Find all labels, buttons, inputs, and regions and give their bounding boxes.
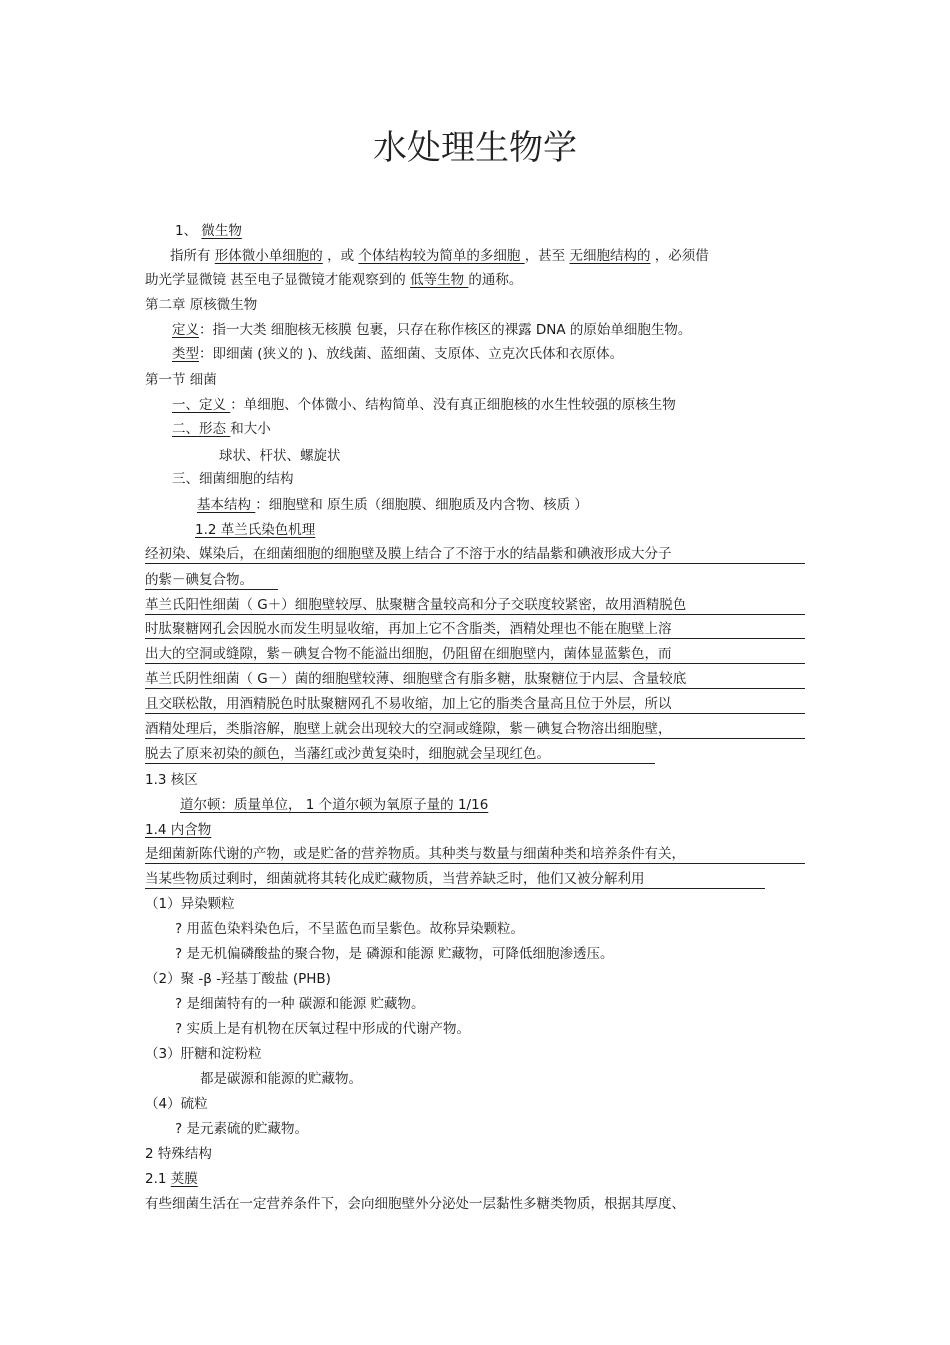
underlined-text: 无细胞结构的 <box>569 248 651 264</box>
text-segment: 革兰氏阴性细菌（ G－）菌的细胞壁较薄、细胞壁含有脂多糖，肽聚糖位于内层、含量较底 <box>145 671 687 687</box>
text-segment: ：单细胞、个体微小、结构简单、没有真正细胞核的水生性较强的原核生物 <box>230 397 676 413</box>
text-segment: 时肽聚糖网孔会因脱水而发生明显收缩，再加上它不含脂类，酒精处理也不能在胞壁上溶 <box>145 621 672 637</box>
text-segment: ：即细菌 (狭义的 )、放线菌、蓝细菌、支原体、立克次氏体和衣原体。 <box>199 346 624 362</box>
text-segment: ，必须借 <box>650 248 709 264</box>
text-segment: ? 实质上是有机物在厌氧过程中形成的代谢产物。 <box>175 1021 470 1037</box>
text-line <box>145 720 805 739</box>
underlined-text: 道尔顿：质量单位， 1 个道尔顿为氧原子量的 1/16 <box>180 797 489 813</box>
text-line <box>197 496 588 514</box>
text-line <box>172 420 271 438</box>
text-segment: ：细胞壁和 原生质（细胞膜、细胞质及内含物、核质 ） <box>255 497 588 513</box>
text-segment: 有些细菌生活在一定营养条件下，会向细胞壁外分泌处一层黏性多糖类物质，根据其厚度、 <box>145 1196 685 1212</box>
text-segment: 第一节 细菌 <box>145 372 217 388</box>
text-line <box>175 1020 470 1038</box>
text-segment: 经初染、媒染后，在细菌细胞的细胞壁及膜上结合了不溶于水的结晶紫和碘液形成大分子 <box>145 546 672 562</box>
underlined-text: 定义 <box>172 322 199 338</box>
text-line <box>145 1195 685 1213</box>
text-line <box>170 247 709 265</box>
text-line <box>145 620 805 639</box>
text-line <box>145 870 765 889</box>
text-segment: ，或 <box>322 248 359 264</box>
text-segment: ：指一大类 细胞核无核膜 包裹，只存在称作核区的裸露 DNA 的原始单细胞生物。 <box>199 322 692 338</box>
underlined-text: 个体结构较为简单的多细胞 <box>358 248 525 264</box>
underlined-text: 一、定义 <box>172 397 231 413</box>
underlined-text: 类型 <box>172 346 199 362</box>
underlined-text: 低等生物 <box>410 272 469 288</box>
text-segment: 球状、杆状、螺旋状 <box>219 448 341 464</box>
text-segment: 2 特殊结构 <box>145 1146 212 1162</box>
text-line <box>175 945 614 963</box>
underlined-text: 1.2 革兰氏染色机理 <box>195 522 316 538</box>
underlined-text: 1.4 内含物 <box>145 822 212 838</box>
text-line <box>145 571 278 590</box>
text-segment: 的紫－碘复合物。 <box>145 572 253 588</box>
text-segment: 1、 <box>175 223 202 239</box>
page-title: 水处理生物学 <box>373 128 577 168</box>
text-segment: （3）肝糖和淀粉粒 <box>145 1046 262 1062</box>
text-line <box>175 222 242 240</box>
text-line <box>219 447 341 465</box>
text-line <box>145 745 655 764</box>
text-line <box>145 1095 208 1113</box>
underlined-text: 形体微小单细胞的 <box>214 248 323 264</box>
text-segment: ，甚至 <box>524 248 570 264</box>
text-line <box>145 545 805 564</box>
text-line <box>175 995 425 1013</box>
text-segment: （1）异染颗粒 <box>145 896 235 912</box>
text-segment: 酒精处理后，类脂溶解，胞壁上就会出现较大的空洞或缝隙，紫－碘复合物溶出细胞壁， <box>145 721 672 737</box>
text-segment: 且交联松散，用酒精脱色时肽聚糖网孔不易收缩，加上它的脂类含量高且位于外层，所以 <box>145 696 672 712</box>
text-line <box>145 695 805 714</box>
text-line <box>145 1170 198 1188</box>
text-segment: 的通称。 <box>468 272 523 288</box>
text-segment: ? 是元素硫的贮藏物。 <box>175 1121 308 1137</box>
text-segment: 三、细菌细胞的结构 <box>172 471 294 487</box>
underlined-text: 微生物 <box>201 223 242 239</box>
underlined-text: 基本结构 <box>197 497 256 513</box>
text-segment: 当某些物质过剩时，细菌就将其转化成贮藏物质，当营养缺乏时，他们又被分解利用 <box>145 871 645 887</box>
text-line <box>145 821 211 839</box>
text-line <box>145 771 198 789</box>
underlined-text: 二、形态 <box>172 421 231 437</box>
text-line <box>172 470 294 488</box>
text-line <box>145 845 805 864</box>
text-segment: 指所有 <box>170 248 215 264</box>
text-line <box>145 371 217 389</box>
text-line <box>145 1145 212 1163</box>
text-line <box>145 670 805 689</box>
text-segment: 2.1 <box>145 1171 171 1187</box>
text-line <box>145 970 331 988</box>
text-line <box>195 521 315 539</box>
text-line <box>180 796 488 814</box>
text-line <box>145 271 522 289</box>
text-segment: 出大的空洞或缝隙，紫－碘复合物不能溢出细胞，仍阻留在细胞壁内，菌体显蓝紫色，而 <box>145 646 672 662</box>
text-segment: （4）硫粒 <box>145 1096 208 1112</box>
text-segment: ? 是细菌特有的一种 碳源和能源 贮藏物。 <box>175 996 425 1012</box>
text-segment: ? 用蓝色染料染色后，不呈蓝色而呈紫色。故称异染颗粒。 <box>175 921 524 937</box>
text-segment: （2）聚 -β -羟基丁酸盐 (PHB) <box>145 971 331 987</box>
text-line <box>145 596 805 615</box>
text-segment: 和大小 <box>230 421 271 437</box>
text-line <box>172 396 676 414</box>
text-segment: 脱去了原来初染的颜色，当藩红或沙黄复染时，细胞就会呈现红色。 <box>145 746 550 762</box>
underlined-text: 荚膜 <box>170 1171 198 1187</box>
text-segment: 革兰氏阳性细菌（ G＋）细胞壁较厚、肽聚糖含量较高和分子交联度较紧密，故用酒精脱色 <box>145 597 687 613</box>
text-segment: 1.3 核区 <box>145 772 198 788</box>
text-line <box>175 1120 308 1138</box>
text-segment: 都是碳源和能源的贮藏物。 <box>200 1071 362 1087</box>
text-segment: 助光学显微镜 甚至电子显微镜才能观察到的 <box>145 272 411 288</box>
text-line <box>200 1070 362 1088</box>
text-line <box>145 296 257 314</box>
text-segment: 第二章 原核微生物 <box>145 297 258 313</box>
text-line <box>172 321 691 339</box>
text-segment: 是细菌新陈代谢的产物，或是贮备的营养物质。其种类与数量与细菌种类和培养条件有关， <box>145 846 685 862</box>
text-line <box>175 920 524 938</box>
text-line <box>145 645 805 664</box>
text-segment: ? 是无机偏磷酸盐的聚合物，是 磷源和能源 贮藏物，可降低细胞渗透压。 <box>175 946 614 962</box>
text-line <box>145 895 235 913</box>
text-line <box>172 345 623 363</box>
text-line <box>145 1045 262 1063</box>
